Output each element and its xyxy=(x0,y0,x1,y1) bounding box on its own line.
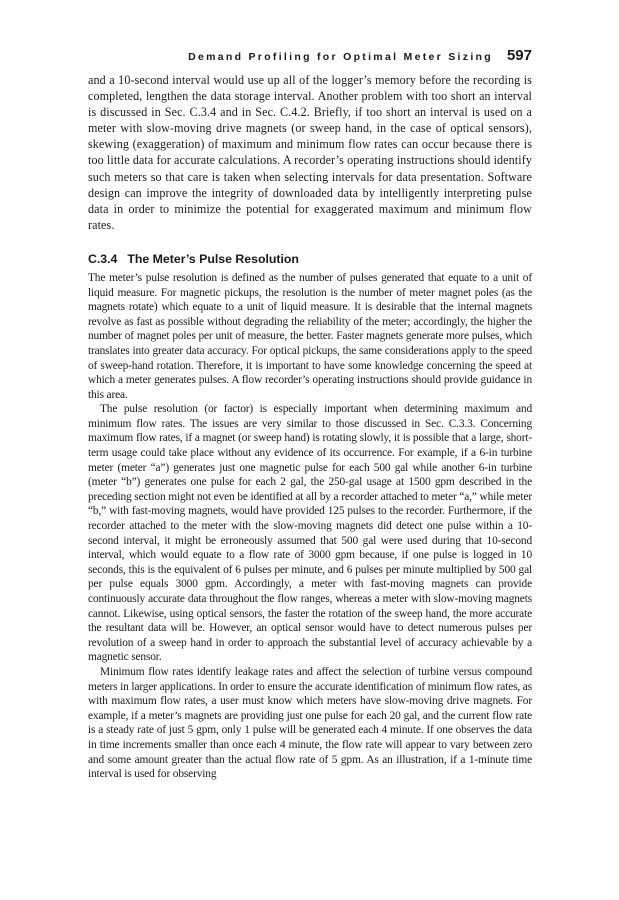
paragraph-minimum-flow-rates: Minimum flow rates identify leakage rates and affect the selection of turbine versus compound meters in larger applications. In order to ensure the accurate identification of minimum flow rates, as with maximum flow rates, a user must know which meters have slow-moving drive magnets. For example, if a meter’s magnets are providing just one pulse for each 20 gal, and the current flow rate is a steady rate of just 5 gpm, only 1 pulse will be generated each 4 minute. If one observes the data in time increments smaller than once each 4 minute, the flow rate will appear to vary between zero and some amount greater than the actual flow rate of 5 gpm. As an illustration, if a 1-minute time interval is used for observing xyxy=(88,665,532,781)
page-number: 597 xyxy=(506,47,532,64)
running-head-title: Demand Profiling for Optimal Meter Sizing xyxy=(188,51,493,63)
running-head xyxy=(88,47,532,64)
paragraph-pulse-resolution-definition: The meter’s pulse resolution is defined as the number of pulses generated that equate to a unit of liquid measure. For magnetic pickups, the resolution is the number of meter magnet poles (as the magnets rotate) which equate to a unit of liquid measure. It is desirable that the internal magnets revolve as fast as possible without degrading the reliability of the meter; accordingly, the higher the number of magnet poles per unit of measure, the better. Faster magnets generate more pulses, which translates into greater data accuracy. For optical pickups, the same considerations apply to the speed of sweep-hand rotation. Therefore, it is important to have some knowledge concerning the speed at which a meter generates pulses. A flow recorder’s operating instructions should provide guidance in this area. xyxy=(88,271,532,401)
section-heading xyxy=(88,252,532,267)
paragraph-continuation: and a 10-second interval would use up all of the logger’s memory before the recording is completed, lengthen the data storage interval. Another problem with too short an interval is discussed in Sec. C.3.4 and in Sec. C.4.2. Briefly, if too short an interval is used on a meter with slow-moving drive magnets (or sweep hand, in the case of optical sensors), skewing (exaggeration) of maximum and minimum flow rates can occur because there is too little data for accurate calculations. A recorder’s operating instructions should identify such meters so that care is taken when selecting intervals for data presentation. Software design can improve the integrity of downloaded data by intelligently interpreting pulse data in order to minimize the potential for exaggerated maximum and minimum flow rates. xyxy=(88,73,532,232)
body-text xyxy=(88,72,532,782)
section-number: C.3.4 xyxy=(88,251,118,266)
section-title: The Meter’s Pulse Resolution xyxy=(127,251,299,266)
paragraph-maximum-flow-rates: The pulse resolution (or factor) is especially important when determining maximum and minimum flow rates. The issues are very similar to those discussed in Sec. C.3.3. Concerning maximum flow rates, if a magnet (or sweep hand) is rotating slowly, it is possible that a large, short-term usage could take place without any evidence of its occurrence. For example, if a 6-in turbine meter (meter “a”) generates just one magnetic pulse for each 500 gal while another 6-in turbine (meter “b”) generates one pulse for each 2 gal, the 250-gal usage at 1500 gpm described in the preceding section might not even be identified at all by a recorder attached to meter “a,” while meter “b,” with fast-moving magnets, would have provided 125 pulses to the recorder. Furthermore, if the recorder attached to the meter with the slow-moving magnets did detect one pulse within a 10-second interval, it might be erroneously assumed that 500 gal were used during that 10-second interval, which would equate to a flow rate of 3000 gpm because, if one pulse is logged in 10 seconds, this is the equivalent of 6 pulses per minute, and 6 pulses per minute multiplied by 500 gal per pulse equals 3000 gpm. Accordingly, a meter with fast-moving magnets can provide continuously accurate data throughout the flow ranges, whereas a meter with slow-moving magnets cannot. Likewise, using optical sensors, the faster the rotation of the sweep hand, the more accurate the resultant data will be. However, an optical sensor would have to detect numerous pulses per revolution of a sweep hand in order to approach the substantial level of accuracy achievable by a magnetic sensor. xyxy=(88,403,532,664)
